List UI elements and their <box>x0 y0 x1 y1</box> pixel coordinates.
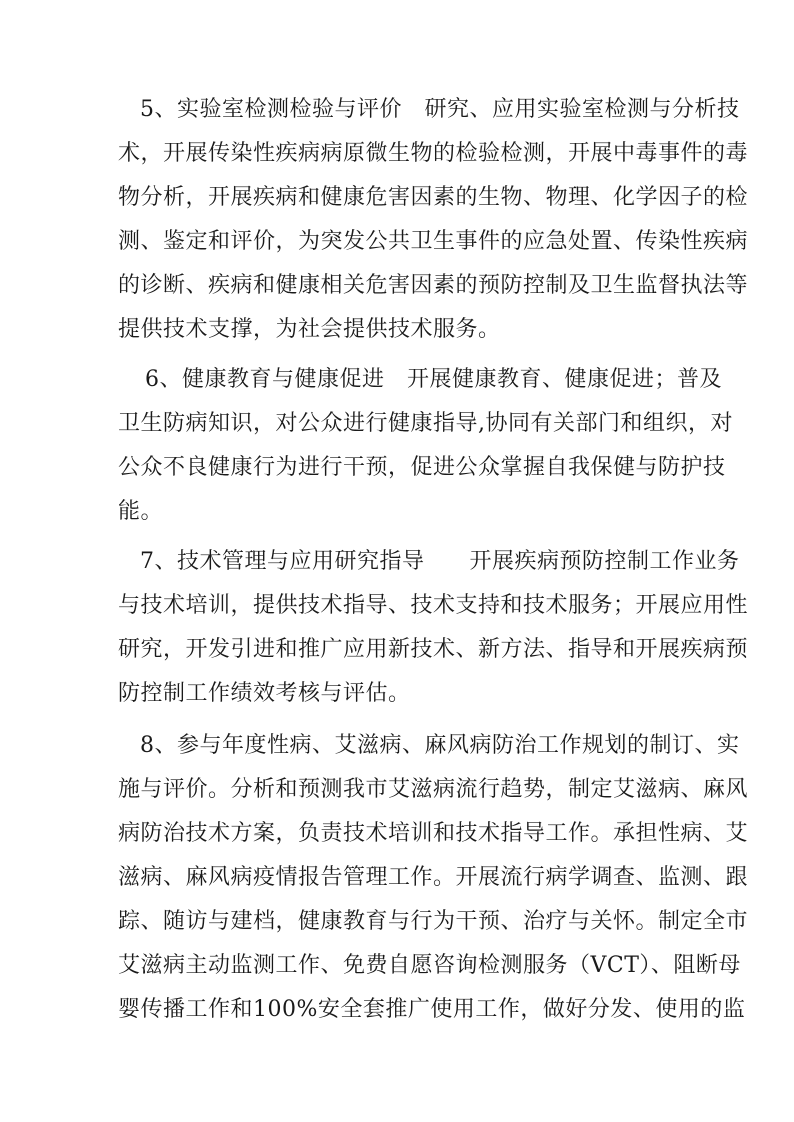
text-line: 公众不良健康行为进行干预，促进公众掌握自我保健与防护技 <box>118 455 726 480</box>
text-line: 的诊断、疾病和健康相关危害因素的预防控制及卫生监督执法等 <box>118 273 749 298</box>
text-line: 与技术培训，提供技术指导、技术支持和技术服务；开展应用性 <box>118 593 749 618</box>
text-line: 施与评价。分析和预测我市艾滋病流行趋势，制定艾滋病、麻风 <box>118 777 749 802</box>
text-line: 8、参与年度性病、艾滋病、麻风病防治工作规划的制订、实 <box>140 733 740 758</box>
text-line: 病防治技术方案，负责技术培训和技术指导工作。承担性病、艾 <box>118 821 749 846</box>
text-line: 踪、随访与建档，健康教育与行为干预、治疗与关怀。制定全市 <box>118 909 749 934</box>
text-line: 物分析，开展疾病和健康危害因素的生物、物理、化学因子的检 <box>118 185 749 210</box>
text-line: 研究，开发引进和推广应用新技术、新方法、指导和开展疾病预 <box>118 637 749 662</box>
text-line: 能。 <box>118 499 164 524</box>
text-line: 防控制工作绩效考核与评估。 <box>118 681 411 706</box>
text-line: 婴传播工作和100%安全套推广使用工作，做好分发、使用的监 <box>118 997 746 1022</box>
text-line: 滋病、麻风病疫情报告管理工作。开展流行病学调查、监测、跟 <box>118 865 749 890</box>
text-line: 提供技术支撑，为社会提供技术服务。 <box>118 317 501 342</box>
text-line: 卫生防病知识，对公众进行健康指导,协同有关部门和组织，对 <box>118 411 733 436</box>
text-line: 5、实验室检测检验与评价 研究、应用实验室检测与分析技 <box>140 97 740 122</box>
text-line: 术，开展传染性疾病病原微生物的检验检测，开展中毒事件的毒 <box>118 141 749 166</box>
text-line: 7、技术管理与应用研究指导 开展疾病预防控制工作业务 <box>140 549 740 574</box>
text-line: 测、鉴定和评价，为突发公共卫生事件的应急处置、传染性疾病 <box>118 229 749 254</box>
text-line: 艾滋病主动监测工作、免费自愿咨询检测服务（VCT）、阻断母 <box>118 953 741 978</box>
text-line: 6、健康教育与健康促进 开展健康教育、健康促进；普及 <box>145 367 722 392</box>
